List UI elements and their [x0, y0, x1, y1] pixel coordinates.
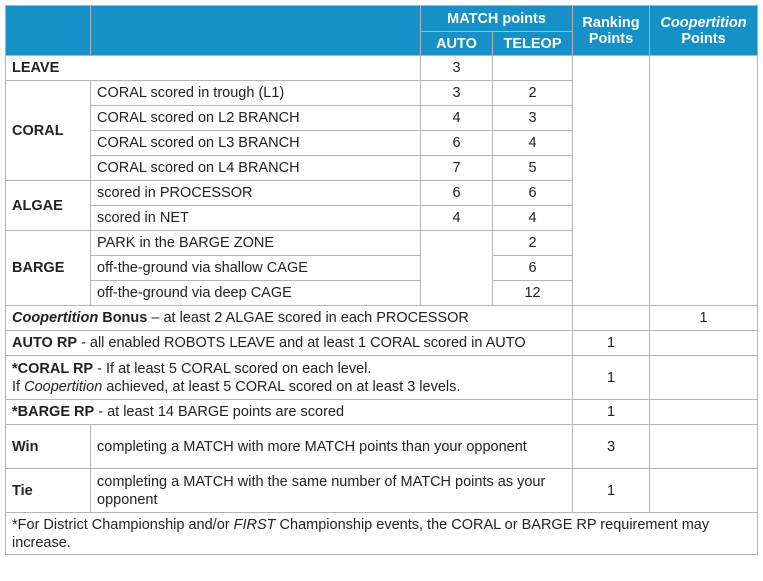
- row-win: [6, 425, 758, 469]
- barge-auto-empty: [421, 231, 493, 306]
- auto-rp-text: [6, 331, 573, 356]
- header-blank-label: [6, 6, 91, 56]
- win-desc: completing a MATCH with more MATCH points than your opponent: [91, 425, 573, 469]
- header-teleop: TELEOP: [493, 32, 573, 56]
- win-label: Win: [6, 425, 91, 469]
- algae-desc: scored in PROCESSOR: [91, 181, 421, 206]
- coral-auto: 4: [421, 106, 493, 131]
- coral-teleop: 3: [493, 106, 573, 131]
- coop-empty-block: [650, 56, 758, 306]
- coop-bonus-coop: 1: [650, 306, 758, 331]
- row-barge-rp: [6, 400, 758, 425]
- coral-rp-desc1: - If at least 5 CORAL scored on each level.: [93, 360, 372, 377]
- auto-rp-coop: [650, 331, 758, 356]
- header-coop-line2: Points: [681, 30, 726, 47]
- header-match-points: MATCH points: [421, 6, 573, 32]
- coop-bonus-desc: – at least 2 ALGAE scored in each PROCESSOR: [147, 310, 469, 326]
- coral-teleop: 4: [493, 131, 573, 156]
- tie-label: Tie: [6, 469, 91, 513]
- barge-rp-text: [6, 400, 573, 425]
- coral-rp-label: *CORAL RP: [12, 360, 94, 377]
- coral-rp-line1: [12, 360, 566, 378]
- algae-auto: 4: [421, 206, 493, 231]
- footnote-post: Championship events, the CORAL or BARGE RP requirement may increase.: [12, 516, 710, 551]
- coral-teleop: 5: [493, 156, 573, 181]
- coral-rp-desc2-italic: Coopertition: [24, 378, 103, 395]
- row-tie: [6, 469, 758, 513]
- barge-teleop: 6: [493, 256, 573, 281]
- barge-rp-desc: - at least 14 BARGE points are scored: [94, 404, 345, 420]
- header-blank-desc: [91, 6, 421, 56]
- row-auto-rp: [6, 331, 758, 356]
- leave-label: LEAVE: [6, 56, 421, 81]
- row-leave: [6, 56, 758, 81]
- coral-rp-text: [6, 356, 573, 400]
- tie-desc: completing a MATCH with the same number of MATCH points as your opponent: [91, 469, 573, 513]
- footnote-pre: *For District Championship and/or: [12, 516, 234, 533]
- footnote-italic: FIRST: [233, 516, 276, 533]
- header-coop-line1: Coopertition: [660, 14, 747, 31]
- coral-rp-coop: [650, 356, 758, 400]
- tie-rp: 1: [573, 469, 650, 513]
- coral-desc: CORAL scored on L2 BRANCH: [91, 106, 421, 131]
- barge-teleop: 12: [493, 281, 573, 306]
- tie-coop: [650, 469, 758, 513]
- barge-rp-label: *BARGE RP: [12, 404, 95, 420]
- barge-teleop: 2: [493, 231, 573, 256]
- leave-auto: 3: [421, 56, 493, 81]
- row-footnote: [6, 513, 758, 555]
- header-ranking-line1: Ranking: [582, 14, 640, 31]
- scoring-table: [5, 5, 758, 555]
- coral-label: CORAL: [6, 81, 91, 181]
- coral-auto: 6: [421, 131, 493, 156]
- row-coral-rp: [6, 356, 758, 400]
- coral-desc: CORAL scored in trough (L1): [91, 81, 421, 106]
- auto-rp-value: 1: [573, 331, 650, 356]
- row-coop-bonus: [6, 306, 758, 331]
- coop-bonus-label-italic: Coopertition: [12, 310, 99, 326]
- ranking-empty-block: [573, 56, 650, 306]
- coop-bonus-label-bold: Bonus: [98, 310, 148, 326]
- coral-rp-desc2-pre: If: [12, 378, 25, 395]
- win-coop: [650, 425, 758, 469]
- header-auto: AUTO: [421, 32, 493, 56]
- auto-rp-label: AUTO RP: [12, 335, 77, 351]
- algae-teleop: 4: [493, 206, 573, 231]
- coral-rp-line2: [12, 378, 566, 396]
- win-rp: 3: [573, 425, 650, 469]
- coral-teleop: 2: [493, 81, 573, 106]
- footnote: [6, 513, 758, 555]
- header-ranking-points: [573, 6, 650, 56]
- coral-rp-value: 1: [573, 356, 650, 400]
- coop-bonus-rp: [573, 306, 650, 331]
- header-ranking-line2: Points: [588, 30, 634, 47]
- barge-desc: off-the-ground via shallow CAGE: [91, 256, 421, 281]
- barge-rp-coop: [650, 400, 758, 425]
- header-coopertition-points: [650, 6, 758, 56]
- barge-desc: off-the-ground via deep CAGE: [91, 281, 421, 306]
- auto-rp-desc: - all enabled ROBOTS LEAVE and at least 1 CORAL scored in AUTO: [77, 335, 526, 351]
- barge-rp-value: 1: [573, 400, 650, 425]
- coral-auto: 7: [421, 156, 493, 181]
- coral-desc: CORAL scored on L3 BRANCH: [91, 131, 421, 156]
- algae-label: ALGAE: [6, 181, 91, 231]
- coral-rp-desc2-post: achieved, at least 5 CORAL scored on at least 3 levels.: [102, 378, 461, 395]
- coral-auto: 3: [421, 81, 493, 106]
- coral-desc: CORAL scored on L4 BRANCH: [91, 156, 421, 181]
- barge-desc: PARK in the BARGE ZONE: [91, 231, 421, 256]
- algae-desc: scored in NET: [91, 206, 421, 231]
- leave-teleop: [493, 56, 573, 81]
- algae-auto: 6: [421, 181, 493, 206]
- coop-bonus-text: [6, 306, 573, 331]
- barge-label: BARGE: [6, 231, 91, 306]
- algae-teleop: 6: [493, 181, 573, 206]
